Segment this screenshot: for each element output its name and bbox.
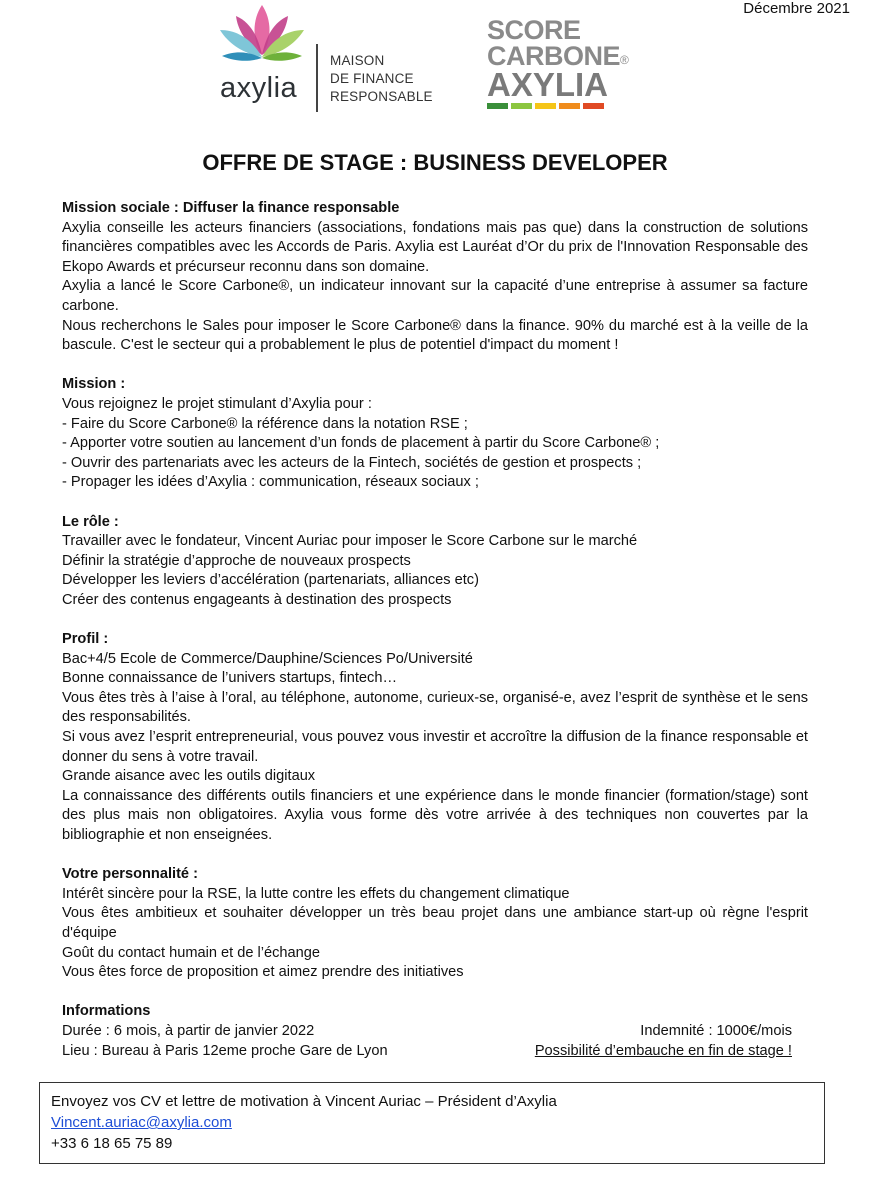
- section-heading: Informations: [62, 1003, 151, 1020]
- lotus-flower-icon: [212, 0, 312, 75]
- section-heading: Mission :: [62, 376, 126, 393]
- paragraph: Axylia conseille les acteurs financiers (associations, fondations mais pas que) dans la construction de solutions financières compatibles avec les Accords de Paris. Axylia est Lauréat d’Or du prix de l'Innovation Responsable des Ekopo Awards et précurseur reconnu dans son domaine.: [62, 219, 808, 275]
- score-bar: [559, 103, 580, 109]
- paragraph: Nous recherchons le Sales pour imposer le Score Carbone® dans la finance. 90% du marché est à la veille de la bascule. C'est le secteur qui a probablement le plus de potentiel d'impact du moment !: [62, 317, 808, 354]
- score-bar: [583, 103, 604, 109]
- contact-box: [39, 1082, 825, 1164]
- list-item: Vous êtes force de proposition et aimez prendre des initiatives: [62, 964, 464, 981]
- score-logo-carbone: CARBONE: [487, 41, 621, 71]
- list-item: Si vous avez l’esprit entrepreneurial, vous pouvez vous investir et accroître la diffusion de la finance responsable et donner du sens à votre travail.: [62, 729, 808, 765]
- contact-instruction: Envoyez vos CV et lettre de motivation à Vincent Auriac – Président d’Axylia: [51, 1093, 557, 1110]
- section-heading: Profil :: [62, 631, 109, 648]
- axylia-logo: [212, 0, 312, 115]
- info-embauche: Possibilité d’embauche en fin de stage !: [534, 1042, 792, 1059]
- info-lieu: Lieu : Bureau à Paris 12eme proche Gare de Lyon: [62, 1042, 388, 1059]
- list-item: Vous êtes ambitieux et souhaiter développer un très beau projet dans une ambiance start-up où règne l'esprit d'équipe: [62, 905, 808, 941]
- list-item: Bonne connaissance de l’univers startups, fintech…: [62, 670, 398, 687]
- list-item: Développer les leviers d’accélération (partenariats, alliances etc): [62, 572, 479, 589]
- info-row: [62, 1022, 808, 1042]
- list-item: Définir la stratégie d’approche de nouveaux prospects: [62, 552, 411, 569]
- list-item: Vous êtes très à l’aise à l’oral, au téléphone, autonome, curieux-se, organisé-e, avez l’esprit de synthèse et le sens des responsabilités.: [62, 689, 808, 726]
- list-item: Vous rejoignez le projet stimulant d’Axylia pour :: [62, 395, 372, 412]
- list-item: Goût du contact humain et de l’échange: [62, 944, 320, 961]
- list-item: - Faire du Score Carbone® la référence dans la notation RSE ;: [62, 415, 468, 432]
- score-bar: [487, 103, 508, 109]
- info-row: [62, 1042, 808, 1062]
- list-item: Travailler avec le fondateur, Vincent Auriac pour imposer le Score Carbone sur le marché: [62, 533, 638, 550]
- registered-mark: ®: [620, 53, 629, 67]
- list-item: Bac+4/5 Ecole de Commerce/Dauphine/Sciences Po/Université: [62, 650, 473, 667]
- score-color-bars: [487, 103, 652, 109]
- score-carbone-logo: [487, 17, 652, 109]
- list-item: Intérêt sincère pour la RSE, la lutte contre les effets du changement climatique: [62, 885, 570, 902]
- logo-divider: [316, 44, 318, 112]
- list-item: Créer des contenus engageants à destination des prospects: [62, 591, 452, 608]
- section-heading: Mission sociale : Diffuser la finance responsable: [62, 200, 400, 216]
- document-date: Décembre 2021: [743, 0, 850, 17]
- axylia-tagline: [330, 52, 433, 106]
- tagline-line: RESPONSABLE: [330, 89, 433, 104]
- section-heading: Votre personnalité :: [62, 866, 198, 883]
- section-heading: Le rôle :: [62, 513, 119, 530]
- offer-body: [62, 199, 808, 1061]
- list-item: La connaissance des différents outils financiers et une expérience dans le monde financier (formation/stage) sont des plus mais non obligatoires. Axylia vous forme dès votre arrivée à des techniques non couvertes par la bibliographie et non enseignées.: [62, 787, 808, 843]
- score-logo-line3: AXYLIA: [487, 66, 609, 103]
- list-item: - Ouvrir des partenariats avec les acteurs de la Fintech, sociétés de gestion et prospects ;: [62, 454, 642, 471]
- page-title: OFFRE DE STAGE : BUSINESS DEVELOPER: [202, 150, 668, 175]
- score-bar: [535, 103, 556, 109]
- score-logo-line1: SCORE: [487, 15, 581, 45]
- paragraph: Axylia a lancé le Score Carbone®, un indicateur innovant sur la capacité d’une entreprise à assumer sa facture carbone.: [62, 278, 808, 314]
- phone-number: +33 6 18 65 75 89: [51, 1135, 173, 1152]
- axylia-wordmark: axylia: [220, 72, 298, 104]
- info-duree: Durée : 6 mois, à partir de janvier 2022: [62, 1022, 315, 1039]
- list-item: - Apporter votre soutien au lancement d’un fonds de placement à partir du Score Carbone® ;: [62, 435, 660, 452]
- info-indemnite: Indemnité : 1000€/mois: [640, 1022, 792, 1039]
- list-item: Grande aisance avec les outils digitaux: [62, 768, 316, 785]
- email-link[interactable]: Vincent.auriac@axylia.com: [51, 1114, 232, 1131]
- tagline-line: DE FINANCE: [330, 71, 414, 86]
- score-bar: [511, 103, 532, 109]
- tagline-line: MAISON: [330, 53, 385, 68]
- list-item: - Propager les idées d’Axylia : communication, réseaux sociaux ;: [62, 474, 479, 491]
